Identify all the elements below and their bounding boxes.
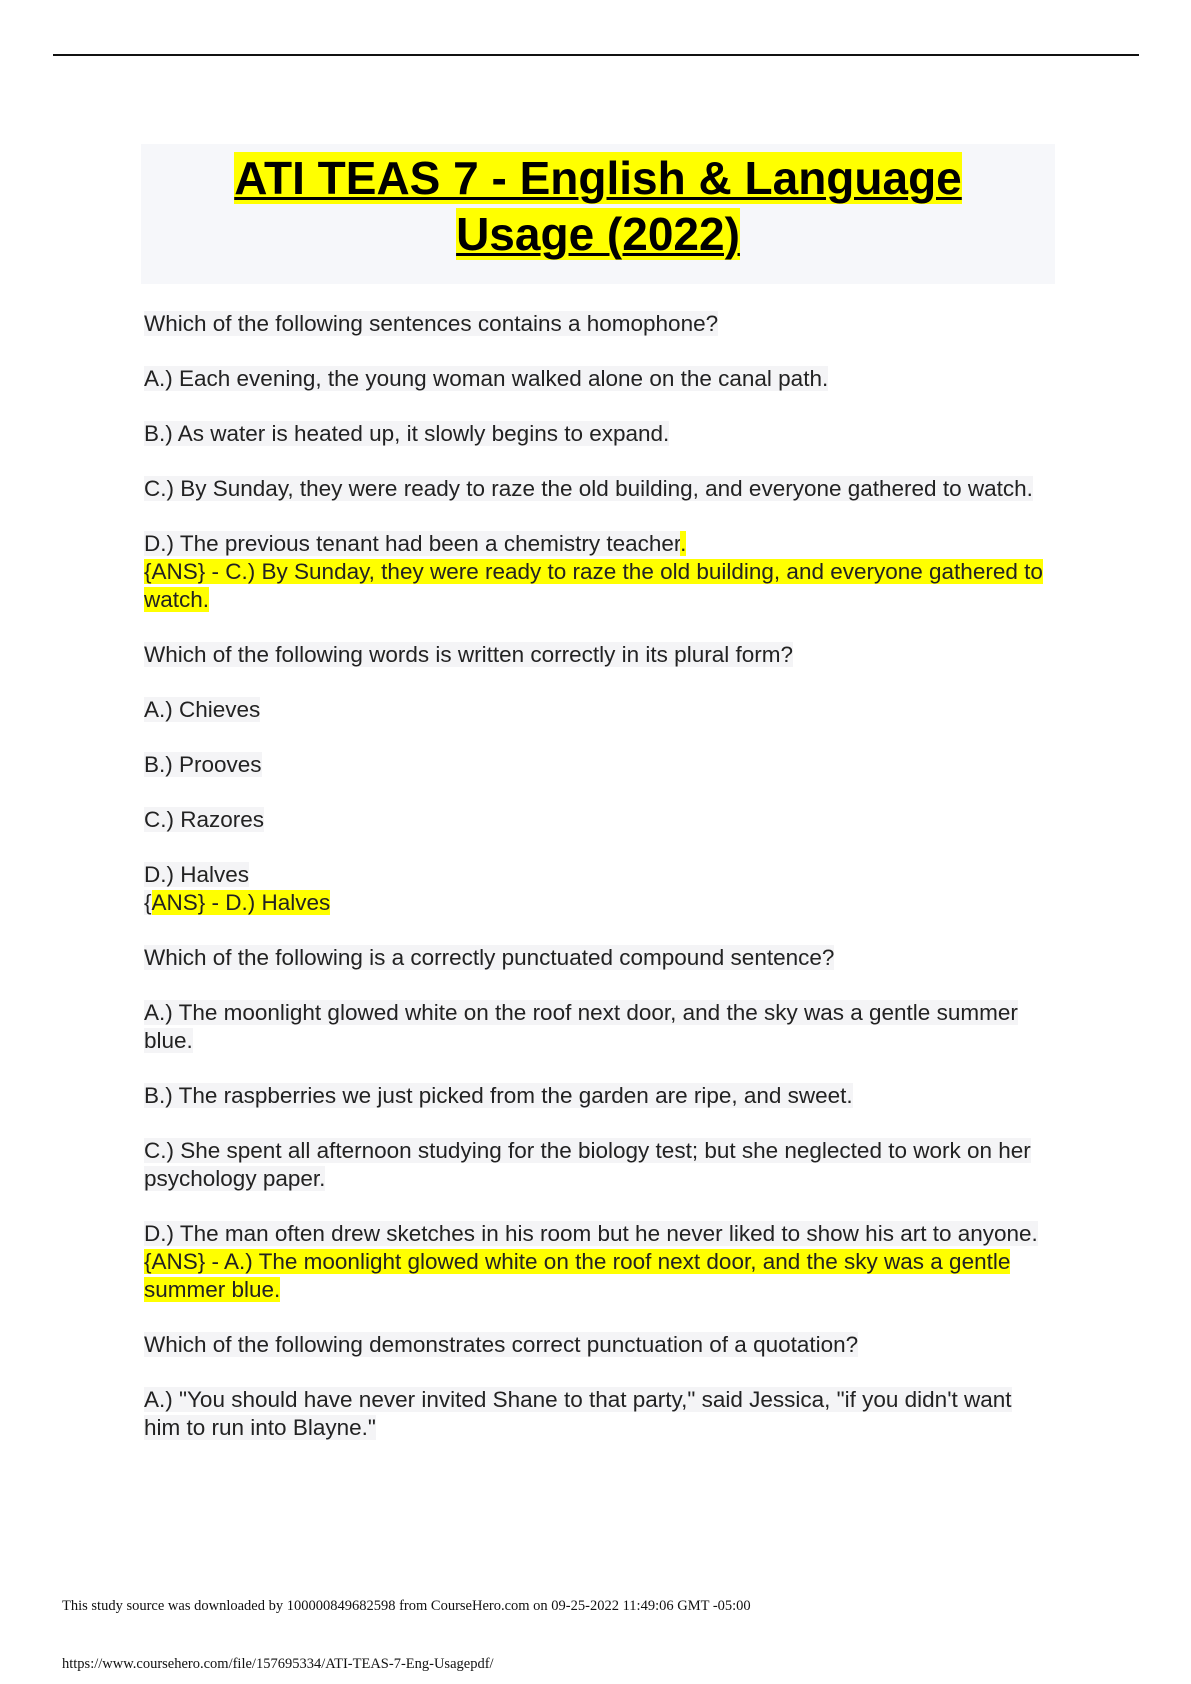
question-2: Which of the following words is written correctly in its plural form? — [144, 642, 793, 667]
page-title: ATI TEAS 7 - English & Language Usage (2022) — [234, 152, 962, 260]
question-2-option-c: C.) Razores — [144, 807, 265, 832]
title-box — [141, 144, 1055, 284]
question-3-option-a: A.) The moonlight glowed white on the roof next door, and the sky was a gentle summer blue. — [144, 1000, 1018, 1053]
question-4-option-a: A.) "You should have never invited Shane to that party," said Jessica, "if you didn't want him to run into Blayne." — [144, 1387, 1012, 1440]
question-1-option-c: C.) By Sunday, they were ready to raze the old building, and everyone gathered to watch. — [144, 476, 1033, 501]
question-3-option-b: B.) The raspberries we just picked from the garden are ripe, and sweet. — [144, 1083, 853, 1108]
question-3-option-d: D.) The man often drew sketches in his room but he never liked to show his art to anyone. — [144, 1221, 1038, 1246]
question-3-answer: {ANS} - A.) The moonlight glowed white on the roof next door, and the sky was a gentle summer blue. — [144, 1249, 1011, 1302]
question-1-answer: {ANS} - C.) By Sunday, they were ready to raze the old building, and everyone gathered to watch. — [144, 559, 1043, 612]
document-body — [144, 310, 1044, 1469]
question-2-option-a: A.) Chieves — [144, 697, 261, 722]
top-rule — [53, 54, 1139, 56]
question-2-option-d: D.) Halves — [144, 862, 250, 887]
question-1-option-b: B.) As water is heated up, it slowly begins to expand. — [144, 421, 670, 446]
source-url[interactable]: https://www.coursehero.com/file/157695334/ATI-TEAS-7-Eng-Usagepdf/ — [62, 1656, 494, 1672]
question-1-option-d: D.) The previous tenant had been a chemistry teacher. — [144, 531, 687, 556]
question-2-answer: {ANS} - D.) Halves — [144, 890, 331, 915]
question-3-option-c: C.) She spent all afternoon studying for the biology test; but she neglected to work on her psychology paper. — [144, 1138, 1031, 1191]
download-notice: This study source was downloaded by 100000849682598 from CourseHero.com on 09-25-2022 11:49:06 GMT -05:00 — [62, 1598, 751, 1614]
question-2-option-b: B.) Prooves — [144, 752, 262, 777]
question-4: Which of the following demonstrates correct punctuation of a quotation? — [144, 1332, 859, 1357]
question-1-option-a: A.) Each evening, the young woman walked alone on the canal path. — [144, 366, 829, 391]
question-3: Which of the following is a correctly punctuated compound sentence? — [144, 945, 835, 970]
question-1: Which of the following sentences contains a homophone? — [144, 311, 719, 336]
